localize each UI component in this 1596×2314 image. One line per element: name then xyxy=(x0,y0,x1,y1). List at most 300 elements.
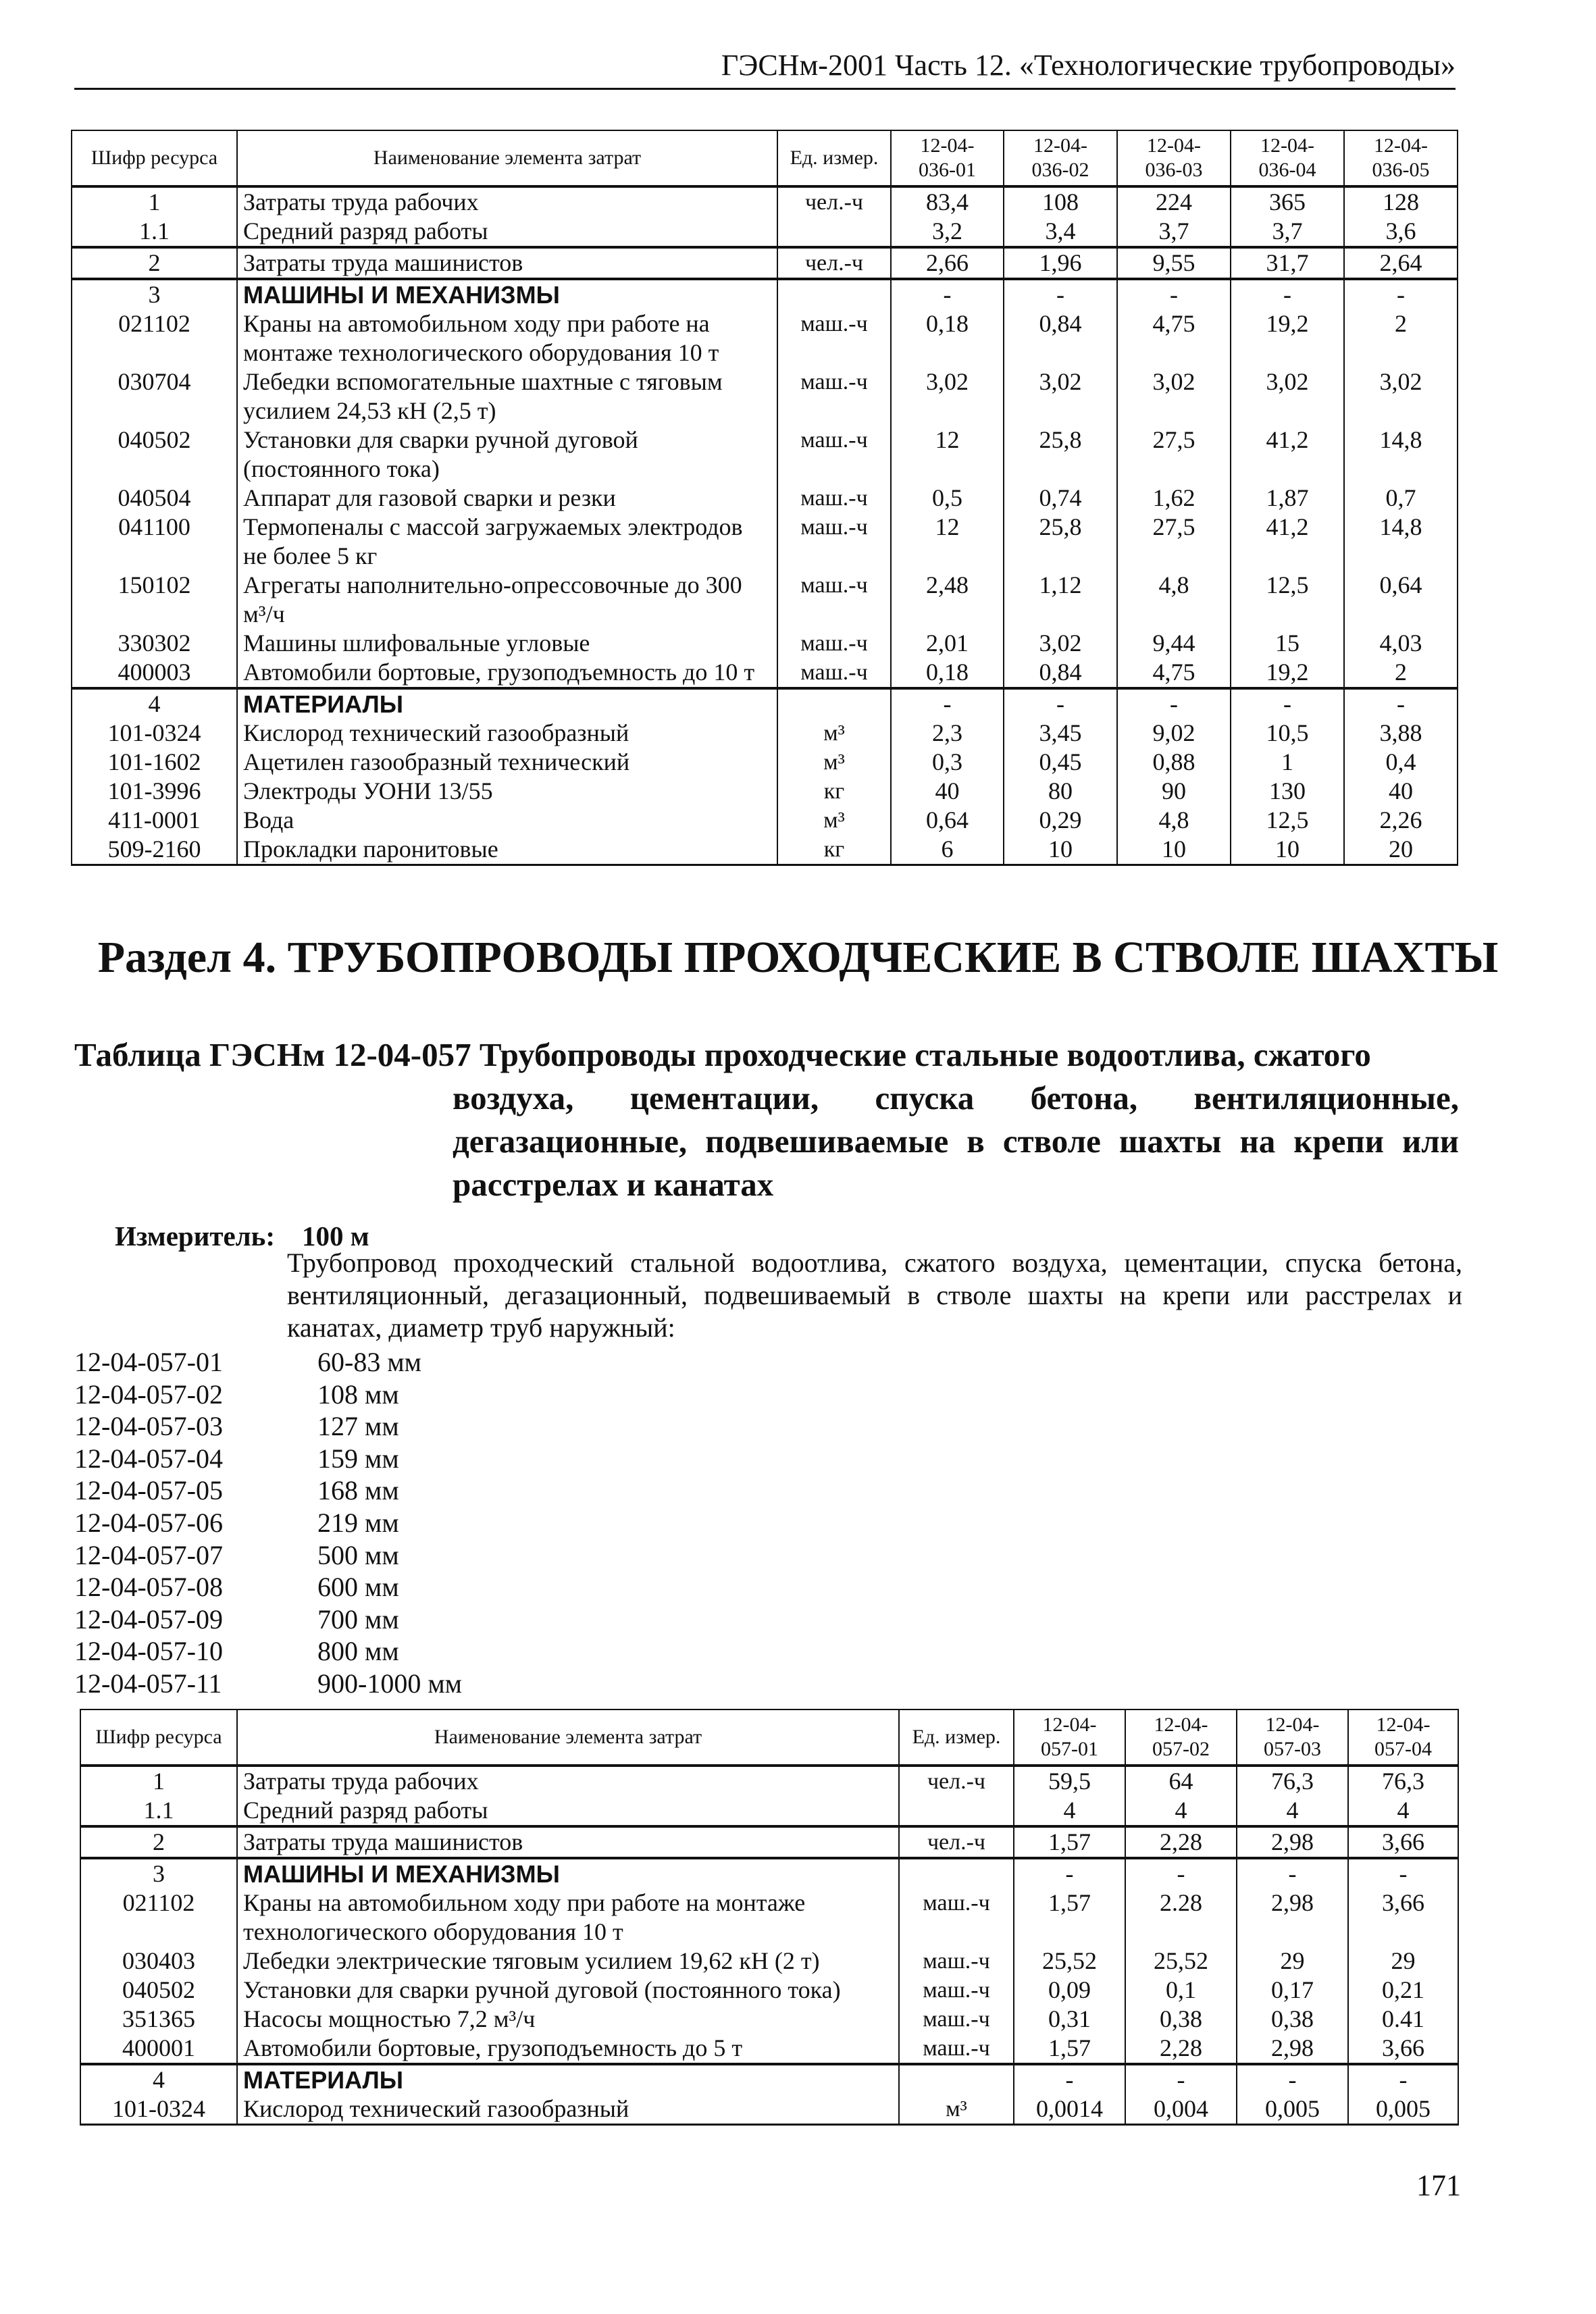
variant-item xyxy=(74,1379,462,1411)
table-row xyxy=(80,2094,1458,2125)
resource-name: Средний разряд работы xyxy=(237,217,777,247)
resource-code: 351365 xyxy=(80,2005,237,2034)
resource-value: 1,62 xyxy=(1117,484,1231,513)
resource-value: 10 xyxy=(1004,835,1117,865)
section-title: Раздел 4. ТРУБОПРОВОДЫ ПРОХОДЧЕСКИЕ В СТВОЛЕ ШАХТЫ xyxy=(97,933,1499,982)
table-row xyxy=(72,279,1458,309)
resource-name: Краны на автомобильном ходу при работе на монтаже технологического оборудования 10 т xyxy=(237,309,777,367)
table-row xyxy=(72,186,1458,217)
resource-value: 3,02 xyxy=(891,367,1004,426)
resource-code: 3 xyxy=(80,1858,237,1888)
resource-value: 0,31 xyxy=(1014,2005,1125,2034)
resource-value: 25,52 xyxy=(1125,1947,1237,1976)
table-title-lead: Таблица ГЭСНм 12-04-057 Трубопроводы проходческие стальные водоотлива, сжатого xyxy=(74,1036,1371,1073)
resource-table-036 xyxy=(71,130,1458,866)
resource-unit: чел.-ч xyxy=(777,186,891,217)
variant-item xyxy=(74,1443,462,1475)
table-title-rest: воздуха, цементации, спуска бетона, вентиляционные, дегазационные, подвешиваемые в стволе шахты на крепи или расстрелах и канатах xyxy=(453,1079,1459,1203)
resource-value: 2.28 xyxy=(1125,1888,1237,1947)
resource-value: 4 xyxy=(1125,1796,1237,1826)
resource-value: 0,1 xyxy=(1125,1976,1237,2005)
resource-value: - xyxy=(1014,2064,1125,2094)
resource-name: Затраты труда рабочих xyxy=(237,1766,899,1796)
resource-unit: маш.-ч xyxy=(777,426,891,484)
variant-item xyxy=(74,1571,462,1603)
resource-value: 1,96 xyxy=(1004,247,1117,279)
variant-item xyxy=(74,1346,462,1379)
resource-value: 3,02 xyxy=(1344,367,1458,426)
resource-value: 27,5 xyxy=(1117,513,1231,571)
resource-code: 4 xyxy=(72,688,237,719)
resource-name: Аппарат для газовой сварки и резки xyxy=(237,484,777,513)
resource-value: 3,66 xyxy=(1348,2034,1458,2064)
resource-unit: кг xyxy=(777,777,891,806)
variant-code: 12-04-057-10 xyxy=(74,1636,223,1667)
column-header: 12-04- 036-05 xyxy=(1344,130,1458,186)
resource-name: Электроды УОНИ 13/55 xyxy=(237,777,777,806)
variant-diameter: 500 мм xyxy=(317,1539,399,1570)
resource-unit: м³ xyxy=(899,2094,1014,2125)
resource-value: 0,74 xyxy=(1004,484,1117,513)
resource-value: 0,64 xyxy=(891,806,1004,835)
resource-code: 1 xyxy=(80,1766,237,1796)
resource-value: 2,66 xyxy=(891,247,1004,279)
resource-code: 3 xyxy=(72,279,237,309)
resource-value: 4,03 xyxy=(1344,629,1458,658)
resource-name: Затраты труда рабочих xyxy=(237,186,777,217)
resource-code: 040502 xyxy=(72,426,237,484)
table-row xyxy=(80,1976,1458,2005)
resource-value: 4 xyxy=(1014,1796,1125,1826)
resource-code: 1.1 xyxy=(80,1796,237,1826)
resource-value: 29 xyxy=(1348,1947,1458,1976)
table-row xyxy=(80,1888,1458,1947)
resource-value: 2,28 xyxy=(1125,2034,1237,2064)
resource-value: 0,0014 xyxy=(1014,2094,1125,2125)
resource-value: 25,52 xyxy=(1014,1947,1125,1976)
resource-unit: маш.-ч xyxy=(899,2005,1014,2034)
table-row xyxy=(80,2064,1458,2094)
resource-unit xyxy=(899,1858,1014,1888)
resource-value: 41,2 xyxy=(1231,513,1344,571)
resource-code: 101-0324 xyxy=(80,2094,237,2125)
resource-code: 041100 xyxy=(72,513,237,571)
resource-value: 2,28 xyxy=(1125,1826,1237,1858)
resource-value: 9,02 xyxy=(1117,719,1231,748)
variant-item xyxy=(74,1507,462,1539)
resource-unit: маш.-ч xyxy=(777,484,891,513)
resource-value: 1 xyxy=(1231,748,1344,777)
resource-value: 25,8 xyxy=(1004,513,1117,571)
variant-code: 12-04-057-08 xyxy=(74,1572,223,1603)
resource-value: 0,38 xyxy=(1125,2005,1237,2034)
resource-unit: м³ xyxy=(777,748,891,777)
column-header: 12-04- 036-01 xyxy=(891,130,1004,186)
resource-unit xyxy=(899,2064,1014,2094)
variant-item xyxy=(74,1410,462,1443)
resource-value: 0,84 xyxy=(1004,309,1117,367)
resource-value: 0,88 xyxy=(1117,748,1231,777)
resource-name: Машины шлифовальные угловые xyxy=(237,629,777,658)
resource-value: 1,12 xyxy=(1004,571,1117,629)
resource-value: 14,8 xyxy=(1344,513,1458,571)
resource-value: 3,02 xyxy=(1004,629,1117,658)
resource-unit: чел.-ч xyxy=(777,247,891,279)
resource-value: 90 xyxy=(1117,777,1231,806)
table-row xyxy=(80,1826,1458,1858)
resource-value: 41,2 xyxy=(1231,426,1344,484)
resource-value: 0,18 xyxy=(891,658,1004,688)
variant-code: 12-04-057-03 xyxy=(74,1411,223,1442)
resource-value: 3,4 xyxy=(1004,217,1117,247)
resource-value: 25,8 xyxy=(1004,426,1117,484)
table-row xyxy=(80,2034,1458,2064)
column-header: 12-04- 057-03 xyxy=(1237,1709,1348,1766)
resource-value: 0,5 xyxy=(891,484,1004,513)
resource-value: 3,02 xyxy=(1004,367,1117,426)
table-row xyxy=(80,1947,1458,1976)
resource-value: 9,55 xyxy=(1117,247,1231,279)
resource-name: Краны на автомобильном ходу при работе на монтаже технологического оборудования 10 т xyxy=(237,1888,899,1947)
column-header: Шифр ресурса xyxy=(72,130,237,186)
table-row xyxy=(72,806,1458,835)
resource-value: 64 xyxy=(1125,1766,1237,1796)
resource-value: - xyxy=(1237,1858,1348,1888)
resource-value: 0,21 xyxy=(1348,1976,1458,2005)
table-row xyxy=(72,835,1458,865)
variant-diameter: 127 мм xyxy=(317,1411,399,1442)
resource-value: 2,01 xyxy=(891,629,1004,658)
table-row xyxy=(80,1766,1458,1796)
resource-value: 3,2 xyxy=(891,217,1004,247)
variant-code: 12-04-057-06 xyxy=(74,1507,223,1538)
variant-code: 12-04-057-09 xyxy=(74,1603,223,1635)
resource-code: 509-2160 xyxy=(72,835,237,865)
resource-value: 2,98 xyxy=(1237,1826,1348,1858)
resource-value: 108 xyxy=(1004,186,1117,217)
resource-value: - xyxy=(1348,1858,1458,1888)
work-description: Трубопровод проходческий стальной водоотлива, сжатого воздуха, цементации, спуска бетона, вентиляционный, дегазационный, подвешиваемый в стволе шахты на крепи или расстрелах и канатах, диаметр труб наружный: xyxy=(287,1248,1462,1343)
resource-value: - xyxy=(891,688,1004,719)
column-header: Наименование элемента затрат xyxy=(237,130,777,186)
resource-value: 6 xyxy=(891,835,1004,865)
resource-value: 76,3 xyxy=(1237,1766,1348,1796)
variant-code: 12-04-057-04 xyxy=(74,1443,223,1474)
resource-code: 2 xyxy=(80,1826,237,1858)
resource-unit: маш.-ч xyxy=(777,367,891,426)
resource-value: 4 xyxy=(1237,1796,1348,1826)
resource-value: 12 xyxy=(891,513,1004,571)
resource-code: 400001 xyxy=(80,2034,237,2064)
resource-value: 2,48 xyxy=(891,571,1004,629)
resource-value: 10 xyxy=(1117,835,1231,865)
resource-unit xyxy=(777,217,891,247)
resource-value: 0,38 xyxy=(1237,2005,1348,2034)
resource-unit: маш.-ч xyxy=(777,513,891,571)
resource-code: 1 xyxy=(72,186,237,217)
table-row xyxy=(72,748,1458,777)
variant-diameter: 900-1000 мм xyxy=(317,1668,462,1699)
resource-value: - xyxy=(1117,688,1231,719)
resource-code: 021102 xyxy=(72,309,237,367)
resource-value: 31,7 xyxy=(1231,247,1344,279)
resource-value: 0,4 xyxy=(1344,748,1458,777)
resource-code: 330302 xyxy=(72,629,237,658)
measure-label: Измеритель: xyxy=(115,1220,276,1252)
resource-value: 2,3 xyxy=(891,719,1004,748)
resource-value: 0,005 xyxy=(1237,2094,1348,2125)
resource-value: 0,005 xyxy=(1348,2094,1458,2125)
resource-value: 1,57 xyxy=(1014,1888,1125,1947)
resource-code: 4 xyxy=(80,2064,237,2094)
variant-diameter: 168 мм xyxy=(317,1475,399,1506)
resource-value: 2,98 xyxy=(1237,2034,1348,2064)
resource-value: 2 xyxy=(1344,309,1458,367)
resource-name: Затраты труда машинистов xyxy=(237,1826,899,1858)
resource-name: Термопеналы с массой загружаемых электродов не более 5 кг xyxy=(237,513,777,571)
resource-value: 0,004 xyxy=(1125,2094,1237,2125)
resource-value: 0,09 xyxy=(1014,1976,1125,2005)
resource-value: 3,7 xyxy=(1231,217,1344,247)
resource-name: Средний разряд работы xyxy=(237,1796,899,1826)
variant-diameter: 600 мм xyxy=(317,1572,399,1603)
resource-value: 1,57 xyxy=(1014,1826,1125,1858)
table-row xyxy=(72,426,1458,484)
resource-value: 19,2 xyxy=(1231,658,1344,688)
resource-unit: маш.-ч xyxy=(777,658,891,688)
table-row xyxy=(80,2005,1458,2034)
resource-value: 19,2 xyxy=(1231,309,1344,367)
resource-value: 2 xyxy=(1344,658,1458,688)
variant-code: 12-04-057-01 xyxy=(74,1347,223,1377)
resource-code: 400003 xyxy=(72,658,237,688)
resource-code: 101-1602 xyxy=(72,748,237,777)
variant-code: 12-04-057-07 xyxy=(74,1539,223,1570)
variant-item xyxy=(74,1668,462,1700)
resource-unit: маш.-ч xyxy=(899,1976,1014,2005)
resource-name: МАТЕРИАЛЫ xyxy=(237,2064,899,2094)
resource-value: - xyxy=(891,279,1004,309)
resource-code: 101-0324 xyxy=(72,719,237,748)
running-header xyxy=(74,42,1456,90)
table-title xyxy=(74,1033,1459,1206)
variant-item xyxy=(74,1635,462,1668)
resource-value: 3,7 xyxy=(1117,217,1231,247)
resource-value: 0,45 xyxy=(1004,748,1117,777)
resource-value: 3,02 xyxy=(1231,367,1344,426)
variant-code: 12-04-057-05 xyxy=(74,1475,223,1506)
resource-code: 2 xyxy=(72,247,237,279)
resource-value: 1,57 xyxy=(1014,2034,1125,2064)
table-row xyxy=(72,658,1458,688)
resource-value: 0,3 xyxy=(891,748,1004,777)
table-row xyxy=(72,247,1458,279)
resource-code: 021102 xyxy=(80,1888,237,1947)
resource-name: МАШИНЫ И МЕХАНИЗМЫ xyxy=(237,1858,899,1888)
resource-unit xyxy=(777,279,891,309)
column-header: 12-04- 036-03 xyxy=(1117,130,1231,186)
resource-value: 4,8 xyxy=(1117,806,1231,835)
resource-name: Автомобили бортовые, грузоподъемность до 10 т xyxy=(237,658,777,688)
table-row xyxy=(72,367,1458,426)
table-row xyxy=(72,571,1458,629)
resource-value: 14,8 xyxy=(1344,426,1458,484)
column-header: Ед. измер. xyxy=(899,1709,1014,1766)
column-header: 12-04- 036-02 xyxy=(1004,130,1117,186)
resource-name: Насосы мощностью 7,2 м³/ч xyxy=(237,2005,899,2034)
page-number: 171 xyxy=(1416,2169,1461,2202)
variant-diameter: 800 мм xyxy=(317,1636,399,1667)
resource-value: 40 xyxy=(891,777,1004,806)
resource-unit: маш.-ч xyxy=(899,2034,1014,2064)
resource-value: 3,02 xyxy=(1117,367,1231,426)
column-header: Ед. измер. xyxy=(777,130,891,186)
resource-code: 030403 xyxy=(80,1947,237,1976)
resource-value: 76,3 xyxy=(1348,1766,1458,1796)
resource-unit: маш.-ч xyxy=(777,571,891,629)
resource-value: 3,66 xyxy=(1348,1826,1458,1858)
resource-code: 411-0001 xyxy=(72,806,237,835)
resource-value: - xyxy=(1237,2064,1348,2094)
variant-list xyxy=(74,1346,462,1700)
variant-diameter: 700 мм xyxy=(317,1603,399,1635)
column-header: 12-04- 057-04 xyxy=(1348,1709,1458,1766)
table-row xyxy=(72,719,1458,748)
table-row xyxy=(72,217,1458,247)
resource-value: 12,5 xyxy=(1231,806,1344,835)
resource-value: 83,4 xyxy=(891,186,1004,217)
resource-value: 9,44 xyxy=(1117,629,1231,658)
resource-name: Лебедки вспомогательные шахтные с тяговым усилием 24,53 кН (2,5 т) xyxy=(237,367,777,426)
resource-table-057 xyxy=(80,1709,1459,2126)
table-row xyxy=(80,1858,1458,1888)
variant-code: 12-04-057-02 xyxy=(74,1379,223,1410)
resource-value: - xyxy=(1231,279,1344,309)
resource-value: 59,5 xyxy=(1014,1766,1125,1796)
resource-value: 3,88 xyxy=(1344,719,1458,748)
resource-unit: маш.-ч xyxy=(777,629,891,658)
resource-value: 10 xyxy=(1231,835,1344,865)
column-header: Наименование элемента затрат xyxy=(237,1709,899,1766)
resource-value: - xyxy=(1348,2064,1458,2094)
variant-diameter: 219 мм xyxy=(317,1507,399,1538)
resource-unit: маш.-ч xyxy=(899,1888,1014,1947)
resource-value: 3,66 xyxy=(1348,1888,1458,1947)
resource-value: 20 xyxy=(1344,835,1458,865)
variant-item xyxy=(74,1474,462,1507)
resource-name: Установки для сварки ручной дуговой (постоянного тока) xyxy=(237,426,777,484)
measure-value: 100 м xyxy=(302,1220,369,1252)
resource-name: Кислород технический газообразный xyxy=(237,719,777,748)
table-header-row xyxy=(72,130,1458,186)
resource-name: Лебедки электрические тяговым усилием 19,62 кН (2 т) xyxy=(237,1947,899,1976)
table-header-row xyxy=(80,1709,1458,1766)
resource-unit xyxy=(899,1796,1014,1826)
resource-unit: м³ xyxy=(777,719,891,748)
resource-value: 0,7 xyxy=(1344,484,1458,513)
running-title: ГЭСНм-2001 Часть 12. «Технологические трубопроводы» xyxy=(721,49,1456,82)
resource-value: 130 xyxy=(1231,777,1344,806)
column-header: 12-04- 036-04 xyxy=(1231,130,1344,186)
resource-code: 040504 xyxy=(72,484,237,513)
resource-unit: чел.-ч xyxy=(899,1766,1014,1796)
resource-value: 4,75 xyxy=(1117,309,1231,367)
resource-value: 29 xyxy=(1237,1947,1348,1976)
resource-value: 4 xyxy=(1348,1796,1458,1826)
resource-value: - xyxy=(1231,688,1344,719)
resource-value: 2,26 xyxy=(1344,806,1458,835)
resource-value: 15 xyxy=(1231,629,1344,658)
resource-name: Вода xyxy=(237,806,777,835)
column-header: 12-04- 057-02 xyxy=(1125,1709,1237,1766)
resource-value: 12 xyxy=(891,426,1004,484)
resource-value: 0,18 xyxy=(891,309,1004,367)
resource-name: Затраты труда машинистов xyxy=(237,247,777,279)
resource-value: 4,8 xyxy=(1117,571,1231,629)
resource-value: 2,98 xyxy=(1237,1888,1348,1947)
resource-unit: чел.-ч xyxy=(899,1826,1014,1858)
resource-value: - xyxy=(1344,688,1458,719)
resource-value: 0,17 xyxy=(1237,1976,1348,2005)
resource-unit: кг xyxy=(777,835,891,865)
resource-unit xyxy=(777,688,891,719)
resource-name: Прокладки паронитовые xyxy=(237,835,777,865)
resource-value: 0,64 xyxy=(1344,571,1458,629)
resource-value: - xyxy=(1004,279,1117,309)
table-row xyxy=(72,688,1458,719)
resource-value: 0.41 xyxy=(1348,2005,1458,2034)
resource-name: МАТЕРИАЛЫ xyxy=(237,688,777,719)
resource-value: 27,5 xyxy=(1117,426,1231,484)
resource-value: 128 xyxy=(1344,186,1458,217)
resource-value: 3,6 xyxy=(1344,217,1458,247)
resource-unit: маш.-ч xyxy=(777,309,891,367)
resource-value: - xyxy=(1117,279,1231,309)
resource-unit: м³ xyxy=(777,806,891,835)
resource-code: 030704 xyxy=(72,367,237,426)
table-row xyxy=(72,513,1458,571)
resource-name: Агрегаты наполнительно-опрессовочные до 300 м³/ч xyxy=(237,571,777,629)
resource-value: - xyxy=(1125,1858,1237,1888)
variant-diameter: 159 мм xyxy=(317,1443,399,1474)
resource-value: 0,84 xyxy=(1004,658,1117,688)
table-row xyxy=(72,309,1458,367)
variant-item xyxy=(74,1539,462,1572)
table-row xyxy=(72,629,1458,658)
resource-value: - xyxy=(1344,279,1458,309)
table-row xyxy=(72,777,1458,806)
resource-code: 1.1 xyxy=(72,217,237,247)
resource-value: 0,29 xyxy=(1004,806,1117,835)
resource-value: 80 xyxy=(1004,777,1117,806)
resource-name: Ацетилен газообразный технический xyxy=(237,748,777,777)
column-header: 12-04- 057-01 xyxy=(1014,1709,1125,1766)
resource-name: Установки для сварки ручной дуговой (постоянного тока) xyxy=(237,1976,899,2005)
resource-code: 150102 xyxy=(72,571,237,629)
resource-name: Кислород технический газообразный xyxy=(237,2094,899,2125)
resource-name: МАШИНЫ И МЕХАНИЗМЫ xyxy=(237,279,777,309)
resource-value: 224 xyxy=(1117,186,1231,217)
resource-value: - xyxy=(1125,2064,1237,2094)
resource-value: 365 xyxy=(1231,186,1344,217)
resource-code: 101-3996 xyxy=(72,777,237,806)
table-row xyxy=(72,484,1458,513)
resource-value: 12,5 xyxy=(1231,571,1344,629)
resource-value: - xyxy=(1004,688,1117,719)
column-header: Шифр ресурса xyxy=(80,1709,237,1766)
variant-code: 12-04-057-11 xyxy=(74,1668,222,1699)
resource-value: 1,87 xyxy=(1231,484,1344,513)
